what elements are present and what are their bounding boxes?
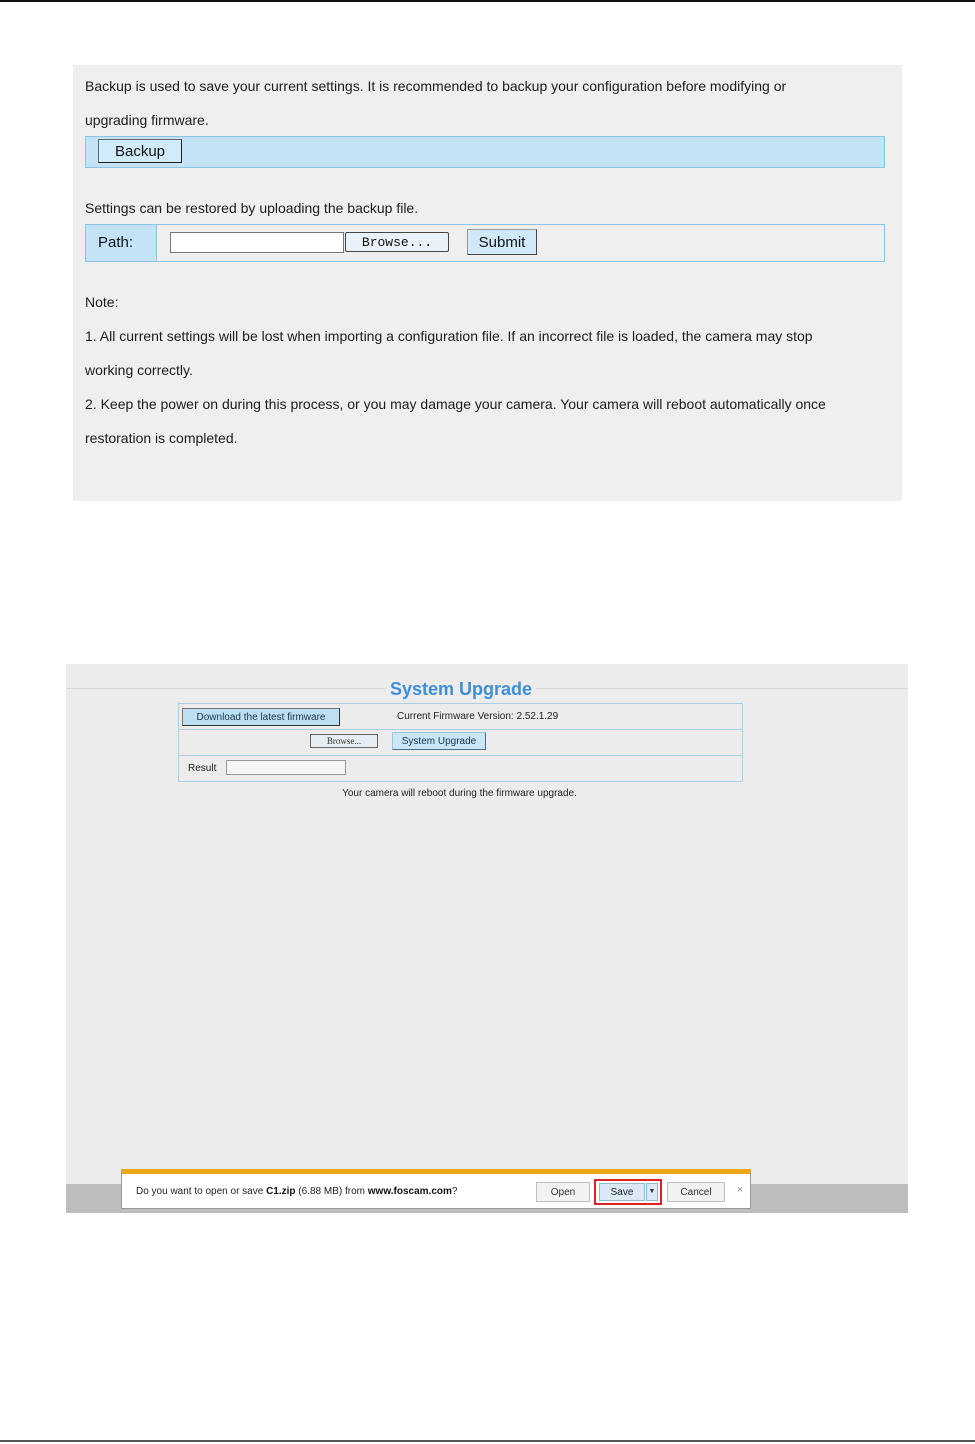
page-top-rule xyxy=(0,0,975,2)
system-upgrade-title-text: System Upgrade xyxy=(386,679,536,699)
backup-button[interactable]: Backup xyxy=(98,139,182,163)
result-label: Result xyxy=(188,763,217,774)
note2-line2: restoration is completed. xyxy=(85,430,238,446)
restore-text: Settings can be restored by uploading the backup file. xyxy=(85,200,419,216)
backup-intro-line1: Backup is used to save your current settings. It is recommended to backup your configuration before modifying or xyxy=(85,78,787,94)
download-prompt xyxy=(136,1186,457,1197)
row-divider xyxy=(179,755,742,756)
note1-line1: 1. All current settings will be lost when importing a configuration file. If an incorrect file is loaded, the camera may stop xyxy=(85,328,813,344)
reboot-note: Your camera will reboot during the firmware upgrade. xyxy=(342,788,577,799)
download-notification-bar xyxy=(121,1169,751,1209)
prompt-suffix: ? xyxy=(451,1186,458,1197)
system-upgrade-screenshot xyxy=(66,664,908,1213)
download-file-size: (6.88 MB) from xyxy=(295,1186,368,1197)
note1-line2: working correctly. xyxy=(85,362,193,378)
path-label: Path: xyxy=(98,234,134,251)
prompt-prefix: Do you want to open or save xyxy=(136,1186,267,1197)
note-heading: Note: xyxy=(85,294,119,310)
restore-path-row xyxy=(85,224,885,262)
note2-line1: 2. Keep the power on during this process, or you may damage your camera. Your camera will reboot automatically once xyxy=(85,396,826,412)
result-field xyxy=(226,760,346,775)
page-bottom-rule xyxy=(0,1440,975,1442)
save-dropdown-icon[interactable]: ▼ xyxy=(646,1183,658,1201)
open-button[interactable]: Open xyxy=(536,1182,590,1202)
firmware-browse-button[interactable]: Browse... xyxy=(310,734,378,748)
firmware-file-input[interactable] xyxy=(185,734,303,748)
save-highlight-box xyxy=(594,1179,662,1205)
system-upgrade-title xyxy=(66,679,856,700)
submit-button[interactable]: Submit xyxy=(467,229,537,255)
backup-restore-panel xyxy=(73,65,902,501)
path-input[interactable] xyxy=(170,232,344,253)
cancel-button[interactable]: Cancel xyxy=(667,1182,725,1202)
save-button[interactable]: Save xyxy=(599,1183,645,1201)
download-file-name: C1.zip xyxy=(266,1186,296,1197)
backup-bar xyxy=(85,136,885,168)
close-icon[interactable]: × xyxy=(736,1184,744,1196)
browse-button[interactable]: Browse... xyxy=(345,232,449,252)
system-upgrade-button[interactable]: System Upgrade xyxy=(392,732,486,750)
download-source: www.foscam.com xyxy=(367,1186,452,1197)
backup-intro-line2: upgrading firmware. xyxy=(85,112,209,128)
upgrade-table xyxy=(178,703,743,782)
download-firmware-button[interactable]: Download the latest firmware xyxy=(182,708,340,726)
firmware-version: Current Firmware Version: 2.52.1.29 xyxy=(397,711,559,722)
row-divider xyxy=(179,729,742,730)
path-label-cell xyxy=(86,225,157,261)
